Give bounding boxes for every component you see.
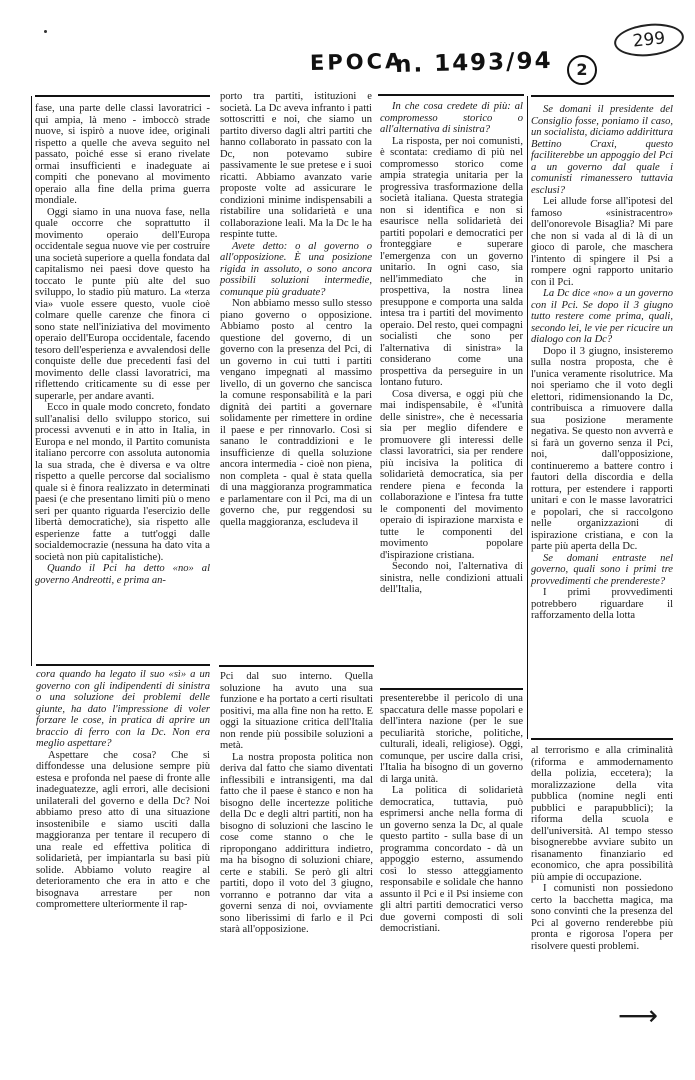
top-rule-col3 (378, 94, 524, 96)
question: Quando il Pci ha detto «no» al governo Andreotti, e prima an- (35, 563, 210, 586)
continuation-arrow-icon: ⟶ (618, 999, 659, 1032)
rule-col2-bottom (219, 665, 374, 667)
column-3 (380, 101, 523, 596)
question: In che cosa credete di più: al compromesso storico o all'alternativa di sinistra? (380, 101, 523, 135)
question: cora quando ha legato il suo «sì» a un governo con gli indipendenti di sinistra o una soluzione dei problemi delle giunte, ha dato l'impressione di voler forzare le cose, in pratica di aprire un braccio di ferro con la Dc. Non era meglio aspettare? (36, 669, 210, 749)
paragraph: Secondo noi, l'alternativa di sinistra, nelle condizioni attuali dell'Italia, (380, 561, 523, 595)
paragraph: I primi provvedimenti potrebbero riguardare il rafforzamento della lotta (531, 587, 673, 621)
rule-col1-bottom (36, 664, 210, 666)
paragraph: Pci dal suo interno. Quella soluzione ha avuto una sua funzione e ha portato a certi risultati positivi, ma alla fine non ha retto. E oggi la situazione critica dell'Italia non rende più possibile soluzioni a metà. (220, 671, 373, 751)
paragraph: fase, una parte delle classi lavoratrici - qui ampia, là meno - imboccò strade nuove, si ispirò a nuove idee, originali rispetto a quelle che aveva seguito nel passato, poiché esse si erano rivelate ormai insufficienti e inadeguate ai compiti che ponevano al movimento operaio alla fine della prima guerra mondiale. (35, 103, 210, 206)
question: Se domani entraste nel governo, quali sono i primi tre provvedimenti che prendereste? (531, 552, 673, 587)
paragraph: Non abbiamo messo sullo stesso piano governo o opposizione. Abbiamo posto al centro la questione del governo, di un governo con la presenza del Pci, di un governo in cui tutti i partiti vengano impegnati al massimo livello, di un governo che sancisca la comune responsabilità e la pari dignità dei partiti a governare solidamente per rimettere in ordine il paese e per rinnovarlo. Così si sanano le contraddizioni e le insufficienze di quella soluzione ancora intermedia - cioè non piena, non completa - qual è stata quella di una maggioranza programmatica e parlamentare con il Pci, ma di un governo che, pur reggendosi su quella maggioranza, escludeva il (220, 298, 372, 528)
column-4 (531, 104, 673, 622)
paragraph: porto tra partiti, istituzioni e società. La Dc aveva infranto i patti sottoscritti e noi, che siamo un partito diverso dagli altri partiti che hanno collaborato in passato con la Dc, non potevamo subire passivamente le sue pretese e i suoi ricatti. Abbiamo avanzato varie proposte volte ad assicurare le condizioni minime indispensabili a ristabilire una solidarietà e una collaborazione leali. Ma la Dc le ha respinte tutte. (220, 91, 372, 240)
column-6 (220, 671, 373, 936)
paragraph: al terrorismo e alla criminalità (riforma e ammodernamento della polizia, eccetera); la moralizzazione della vita pubblica (nomine negli enti pubblici e parapubblici); la riforma della scuola e dell'università. Al tempo stesso bisognerebbe avviare subito un risanamento finanziario ed economico, che apra possibilità più ampie di occupazione. (531, 745, 673, 883)
paragraph: Dopo il 3 giugno, insisteremo sulla nostra proposta, che è l'unica veramente risolutrice. Ma noi speriamo che il voto degli elettori, ridimensionando la Dc, contribuisca a rimuovere dalla sua posizione meramente negativa. Se questo non avverrà e si farà un governo senza il Pci, noi, dall'opposizione, continueremo a battere contro i fautori della discordia e della rottura, per estendere i rapporti unitari e con le masse lavoratrici e popolari, che si raccolgono nelle organizzazioni di ispirazione cristiana, e con la parte più aperta della Dc. (531, 345, 673, 552)
question: La Dc dice «no» a un governo con il Pci. Se dopo il 3 giugno tutto restere come prima, quali, secondo lei, le vie per ricucire un dialogo con la Dc? (531, 288, 673, 345)
paragraph: Lei allude forse all'ipotesi del famoso «sinistracentro» dell'onorevole Bisaglia? Mi pare che non si vada al di là di un gioco di parole, che maschera l'intento di spingere il Psi a rompere ogni rapporto unitario con il Pci. (531, 196, 673, 288)
archive-number: 299 (613, 20, 686, 59)
vertical-rule-left (31, 96, 32, 666)
top-rule-col4 (531, 95, 674, 97)
rule-col4-bottom (531, 738, 673, 740)
column-5 (36, 669, 210, 911)
vertical-rule-right (527, 96, 528, 739)
question: Avete detto: o al governo o all'opposizione. È una posizione rigida in assoluto, o sono ancora possibili soluzioni intermedie, comunque più graduate? (220, 240, 372, 298)
paragraph: La risposta, per noi comunisti, è scontata: crediamo di più nel compromesso storico come ampia strategia unitaria per la progressiva trasformazione della società italiana. Questa strategia non si identifica e non si esaurisce nella solidarietà dei partiti popolari e democratici per fronteggiare e superare l'emergenza con un governo unitario. In ogni caso, sia nell'immediato che in prospettiva, la nostra linea presuppone e comporta una salda intesa tra i partiti del movimento operaio. Del resto, quei compagni socialisti che sono per l'alternativa di sinistra» la considerano come una prospettiva da perseguire in un lontano futuro. (380, 135, 523, 388)
question: Se domani il presidente del Consiglio fosse, poniamo il caso, un socialista, diciamo addirittura Bettino Craxi, questo faciliterebbe un appoggio del Pci a un governo dal quale i comunisti rimanessero tuttavia esclusi? (531, 104, 673, 196)
top-rule-col1 (35, 95, 210, 97)
paragraph: La politica di solidarietà democratica, tuttavia, può esprimersi anche nella forma di un governo senza la Dc, al quale questo partito - sulla base di un programma concordato - dà un appoggio esterno, assumendo così lo stesso atteggiamento responsabile e solidale che hanno assunto il Pci e il Psi insieme con gli altri partiti democratici verso due governi composti di soli democristiani. (380, 785, 523, 934)
column-7 (380, 693, 523, 935)
column-1 (35, 103, 210, 586)
page-number-circle: 2 (567, 55, 597, 85)
paragraph: Ecco in quale modo concreto, fondato sull'analisi dello sviluppo storico, sui processi avvenuti e in atto in Italia, in Europa e nel mondo, il Partito comunista italiano percorre con assoluta autonomia la sua strada, che è diversa e va oltre rispetto a quelle percorse dal socialismo quale si è finora realizzato in determinati paesi (e che presentano limiti più o meno seri per quanto riguarda l'esercizio delle libertà democratiche), sia rispetto alle esperienze fatte a tutt'oggi dalle socialdemocrazie (nessuna ha dato vita a società non più capitalistiche). (35, 402, 210, 563)
print-speck (44, 30, 47, 33)
publication-stamp: EPOCA (309, 49, 405, 75)
paragraph: Cosa diversa, e oggi più che mai indispensabile, è «l'unità delle sinistre», che è necessaria sia per meglio difendere e promuovere gli interessi delle classi lavoratrici, sia per rendere più incisiva la politica di solidarietà democratica, sia per rendere piena e feconda la collaborazione e l'intesa fra tutte le componenti del movimento operaio di ispirazione marxista e tutte le componenti del movimento popolare d'ispirazione cristiana. (380, 388, 523, 561)
paragraph: I comunisti non possiedono certo la bacchetta magica, ma sono convinti che la presenza del Pci al governo renderebbe più pronta e rigorosa l'opera per risolvere questi problemi. (531, 883, 673, 952)
paragraph: Aspettare che cosa? Che si diffondesse una delusione sempre più estesa e profonda nel paese di fronte alle inadeguatezze, agli errori, alle decisioni unilaterali del governo e della Dc? Noi abbiamo preso atto di una situazione insostenibile e siamo usciti dalla maggioranza per tentare il recupero di una reale ed effettiva politica di solidarietà, per impiantarla su basi più solide. Abbiamo voluto reagire al deterioramento che era in atto e che bisognava arrestare per non compromettere ulteriormente il rap- (36, 749, 210, 910)
rule-col3-bottom (380, 688, 523, 690)
column-2 (220, 91, 372, 528)
paragraph: Oggi siamo in una nuova fase, nella quale occorre che soprattutto il movimento operaio dell'Europa occidentale segua nuove vie per costruire una società superiore a quella fondata dal capitalismo nei paesi dove questo ha toccato le punte più alte del suo sviluppo, lo stadio più maturo. La «terza via» vuole essere questo, vuole cioè colmare quelle carenze che finora ci sono state nell'iniziativa del movimento operaio dell'Europa occidentale, facendo tesoro dell'esperienza e avvalendosi delle conquiste delle due precedenti fasi del movimento delle classi lavoratrici, ma riflettendo criticamente su di esse per superarle, per andare avanti. (35, 206, 210, 402)
paragraph: La nostra proposta politica non deriva dal fatto che siamo diventati inflessibili e intransigenti, ma dal fatto che il paese è stanco e non ha bisogno delle incertezze politiche della Dc e degli altri partiti, non ha bisogno di soluzioni che lascino le cose come stanno o che le ripropongano addirittura indietro, ma ha bisogno di soluzioni chiare, certe e stabili. Se però gli altri partiti, dopo il voto del 3 giugno, vorranno e potranno dar vita a governi senza di noi, ovviamente sono liberissimi di farlo e il Pci starà all'opposizione. (220, 751, 373, 935)
issue-number: n. 1493/94 (394, 47, 553, 79)
paragraph: presenterebbe il pericolo di una spaccatura delle masse popolari e dell'intera nazione (per le sue peculiarità storiche, politiche, culturali, ideali, religiose). Oggi, comunque, per uscire dalla crisi, l'Italia ha bisogno di un governo di larga unità. (380, 693, 523, 785)
column-8 (531, 745, 673, 952)
